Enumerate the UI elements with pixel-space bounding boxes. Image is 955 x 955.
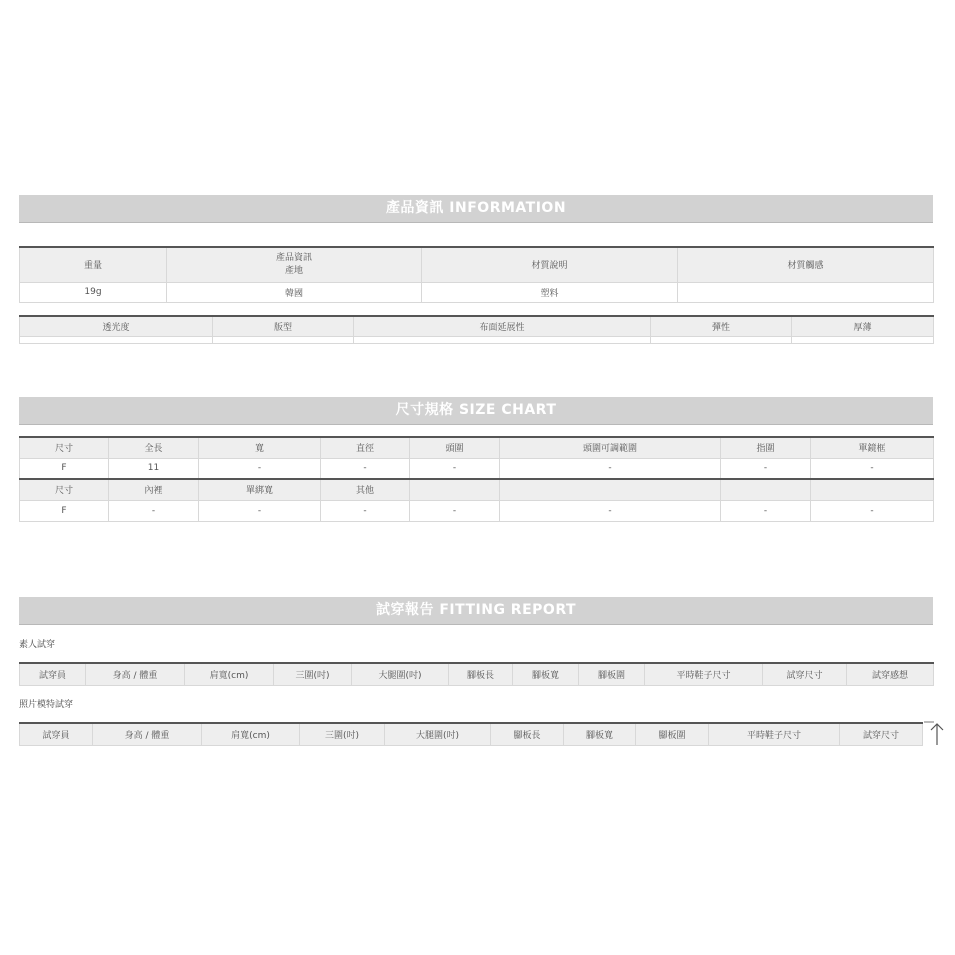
value-stretch (354, 336, 651, 343)
header-opacity: 透光度 (20, 316, 213, 336)
value-material: 塑料 (422, 282, 678, 302)
value-fit (213, 336, 354, 343)
size-header-length: 全長 (109, 437, 199, 458)
fit-header-feedback: 試穿感想 (847, 663, 934, 685)
size-header-size: 尺寸 (20, 437, 109, 458)
size-header-head: 頭圍 (410, 437, 500, 458)
header-weight: 重量 (20, 247, 167, 282)
size-value: - (410, 458, 500, 479)
size-value: - (199, 500, 321, 521)
model-header-shoe-size: 平時鞋子尺寸 (709, 723, 840, 745)
size-header-head-range: 頭圍可調範圍 (500, 437, 721, 458)
size-value: - (500, 458, 721, 479)
size-header-empty (721, 479, 811, 500)
model-header-foot-length: 腳板長 (491, 723, 564, 745)
fit-header-try-size: 試穿尺寸 (763, 663, 847, 685)
header-material: 材質說明 (422, 247, 678, 282)
size-header-size: 尺寸 (20, 479, 109, 500)
header-thickness: 厚薄 (792, 316, 934, 336)
fit-header-shoulder: 肩寬(cm) (185, 663, 274, 685)
model-header-foot-girth: 腳板圍 (636, 723, 709, 745)
model-header-try-size: 試穿尺寸 (840, 723, 923, 745)
size-header-empty (811, 479, 934, 500)
size-value: - (811, 458, 934, 479)
fit-header-foot-girth: 腳板圍 (579, 663, 645, 685)
size-header-width: 寬 (199, 437, 321, 458)
model-header-tester: 試穿員 (20, 723, 93, 745)
fit-header-tester: 試穿員 (20, 663, 86, 685)
header-texture: 材質觸感 (678, 247, 934, 282)
size-header-frame: 單鏡框 (811, 437, 934, 458)
information-banner: 產品資訊 INFORMATION (19, 195, 933, 223)
fit-header-height-weight: 身高 / 體重 (86, 663, 185, 685)
size-value: 11 (109, 458, 199, 479)
value-weight: 19g (20, 282, 167, 302)
size-value: - (811, 500, 934, 521)
model-header-thigh: 大腿圍(吋) (385, 723, 491, 745)
amateur-fitting-table (19, 662, 934, 686)
model-header-height-weight: 身高 / 體重 (93, 723, 202, 745)
model-header-foot-width: 腳板寬 (564, 723, 636, 745)
size-chart-table (19, 436, 934, 522)
size-chart-banner: 尺寸規格 SIZE CHART (19, 397, 933, 425)
size-header-other: 其他 (321, 479, 410, 500)
value-opacity (20, 336, 213, 343)
fit-header-thigh: 大腿圍(吋) (352, 663, 449, 685)
fitting-report-banner: 試穿報告 FITTING REPORT (19, 597, 933, 625)
size-value: - (109, 500, 199, 521)
size-header-empty (410, 479, 500, 500)
header-stretch: 布面延展性 (354, 316, 651, 336)
size-value: - (321, 500, 410, 521)
value-thickness (792, 336, 934, 343)
size-header-finger: 指圍 (721, 437, 811, 458)
model-header-measurements: 三圍(吋) (300, 723, 385, 745)
fit-header-foot-length: 腳板長 (449, 663, 513, 685)
amateur-fitting-label: 素人試穿 (19, 640, 56, 650)
size-value: - (199, 458, 321, 479)
model-fitting-label: 照片模特試穿 (19, 700, 74, 710)
size-value: - (721, 458, 811, 479)
header-elasticity: 彈性 (651, 316, 792, 336)
value-texture (678, 282, 934, 302)
model-fitting-table (19, 722, 923, 746)
size-header-lining: 內裡 (109, 479, 199, 500)
arrow-up-icon[interactable] (924, 721, 948, 747)
size-value: F (20, 458, 109, 479)
size-value: - (721, 500, 811, 521)
value-elasticity (651, 336, 792, 343)
fit-header-measurements: 三圍(吋) (274, 663, 352, 685)
header-origin: 產品資訊 產地 (167, 247, 422, 282)
size-value: - (500, 500, 721, 521)
value-origin: 韓國 (167, 282, 422, 302)
size-value: - (410, 500, 500, 521)
fabric-info-table (19, 315, 934, 344)
fit-header-foot-width: 腳板寬 (513, 663, 579, 685)
fit-header-shoe-size: 平時鞋子尺寸 (645, 663, 763, 685)
size-header-diameter: 直徑 (321, 437, 410, 458)
size-value: - (321, 458, 410, 479)
model-header-shoulder: 肩寬(cm) (202, 723, 300, 745)
size-header-empty (500, 479, 721, 500)
header-fit: 版型 (213, 316, 354, 336)
size-header-tie-width: 單綁寬 (199, 479, 321, 500)
size-value: F (20, 500, 109, 521)
product-info-table (19, 246, 934, 303)
